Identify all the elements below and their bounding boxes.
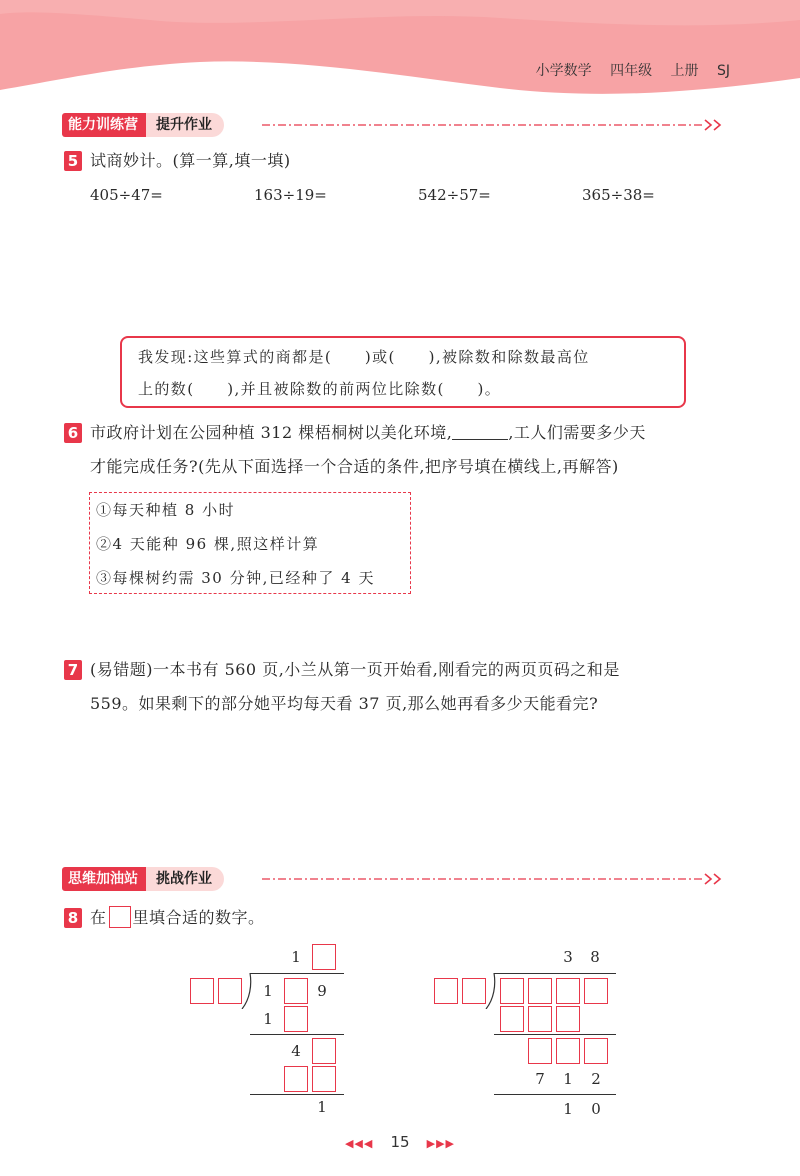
footer-left-arrows: ◀◀◀ bbox=[344, 1137, 374, 1150]
d2-row3-digit-1: 7 bbox=[535, 1070, 545, 1088]
d2-remainder-digit-1: 1 bbox=[563, 1100, 573, 1118]
q6-conditions-box bbox=[89, 492, 411, 594]
d2-line-2 bbox=[494, 1094, 616, 1095]
question-5-text: 试商妙计。(算一算,填一填) bbox=[90, 151, 291, 170]
d2-product-box-1[interactable] bbox=[500, 1006, 524, 1032]
question-6-line-1 bbox=[90, 417, 646, 449]
d1-division-bar bbox=[250, 973, 344, 974]
section-dash-line bbox=[262, 873, 724, 885]
d1-row2-digit: 4 bbox=[291, 1042, 301, 1060]
d1-division-bracket bbox=[240, 973, 254, 1009]
section-dash-line bbox=[262, 119, 724, 131]
question-6-line-2: 才能完成任务?(先从下面选择一个合适的条件,把序号填在横线上,再解答) bbox=[90, 457, 619, 476]
d1-row3-box-2[interactable] bbox=[312, 1066, 336, 1092]
d1-quotient-box[interactable] bbox=[312, 944, 336, 970]
section-tag-sub: 挑战作业 bbox=[142, 867, 224, 891]
d2-remainder-digit-2: 0 bbox=[591, 1100, 601, 1118]
question-7-line-2: 559。如果剩下的部分她平均每天看 37 页,那么她再看多少天能看完? bbox=[90, 694, 599, 713]
q6-text-part-1: 市政府计划在公园种植 312 棵梧桐树以美化环境, bbox=[90, 423, 453, 442]
section-tag-main: 思维加油站 bbox=[62, 867, 146, 891]
question-number-7: 7 bbox=[64, 660, 82, 680]
d2-quotient-digit-1: 3 bbox=[563, 948, 573, 966]
d1-line-1 bbox=[250, 1034, 344, 1035]
d1-dividend-digit-3: 9 bbox=[317, 982, 327, 1000]
d1-dividend-digit-1: 1 bbox=[263, 982, 273, 1000]
d2-line-1 bbox=[494, 1034, 616, 1035]
d1-row3-box-1[interactable] bbox=[284, 1066, 308, 1092]
d2-row3-digit-3: 2 bbox=[591, 1070, 601, 1088]
d1-quotient-digit: 1 bbox=[291, 948, 301, 966]
page-number: 15 bbox=[390, 1133, 410, 1151]
q5-expression-4: 365÷38= bbox=[582, 186, 655, 204]
header-grade: 四年级 bbox=[610, 63, 653, 79]
q5-discovery-line-1: 我发现:这些算式的商都是( )或( ),被除数和除数最高位 bbox=[138, 348, 590, 366]
d2-row2-box-3[interactable] bbox=[584, 1038, 608, 1064]
q5-discovery-box bbox=[120, 336, 686, 408]
d1-product-box[interactable] bbox=[284, 1006, 308, 1032]
q5-expression-1: 405÷47= bbox=[90, 186, 163, 204]
section-header-thinking bbox=[62, 866, 224, 892]
d2-division-bracket bbox=[484, 973, 498, 1009]
d1-row2-box[interactable] bbox=[312, 1038, 336, 1064]
q5-discovery-line-2: 上的数( ),并且被除数的前两位比除数( )。 bbox=[138, 380, 502, 398]
d2-row2-box-2[interactable] bbox=[556, 1038, 580, 1064]
q5-expression-3: 542÷57= bbox=[418, 186, 491, 204]
d1-dividend-box[interactable] bbox=[284, 978, 308, 1004]
d2-product-box-2[interactable] bbox=[528, 1006, 552, 1032]
question-number-6: 6 bbox=[64, 423, 82, 443]
d1-divisor-box-1[interactable] bbox=[190, 978, 214, 1004]
q6-text-part-2: ,工人们需要多少天 bbox=[508, 423, 646, 442]
d2-dividend-box-2[interactable] bbox=[528, 978, 552, 1004]
d1-line-2 bbox=[250, 1094, 344, 1095]
d2-divisor-box-2[interactable] bbox=[462, 978, 486, 1004]
page-footer bbox=[0, 1132, 800, 1151]
q6-condition-2: ②4 天能种 96 棵,照这样计算 bbox=[96, 535, 320, 553]
header-subject: 小学数学 bbox=[535, 63, 592, 79]
header-book-info bbox=[522, 60, 730, 80]
question-number-5: 5 bbox=[64, 151, 82, 171]
question-8-text bbox=[90, 902, 265, 934]
d2-dividend-box-4[interactable] bbox=[584, 978, 608, 1004]
d2-row2-box-1[interactable] bbox=[528, 1038, 552, 1064]
d1-product-digit: 1 bbox=[263, 1010, 273, 1028]
question-7-line-1: (易错题)一本书有 560 页,小兰从第一页开始看,刚看完的两页页码之和是 bbox=[90, 660, 620, 679]
q8-text-part-2: 里填合适的数字。 bbox=[132, 908, 265, 927]
section-tag-sub: 提升作业 bbox=[142, 113, 224, 137]
q6-answer-blank[interactable] bbox=[452, 423, 508, 440]
section-tag-main: 能力训练营 bbox=[62, 113, 146, 137]
header-volume: 上册 bbox=[670, 63, 699, 79]
d2-divisor-box-1[interactable] bbox=[434, 978, 458, 1004]
q6-condition-1: ①每天种植 8 小时 bbox=[96, 501, 236, 519]
header-wave-decoration bbox=[0, 0, 800, 110]
d2-product-box-3[interactable] bbox=[556, 1006, 580, 1032]
d2-division-bar bbox=[494, 973, 616, 974]
d2-quotient-digit-2: 8 bbox=[590, 948, 600, 966]
d2-dividend-box-3[interactable] bbox=[556, 978, 580, 1004]
d2-row3-digit-2: 1 bbox=[563, 1070, 573, 1088]
q8-example-box bbox=[109, 906, 131, 928]
d1-divisor-box-2[interactable] bbox=[218, 978, 242, 1004]
footer-right-arrows: ▶▶▶ bbox=[426, 1137, 456, 1150]
section-header-ability bbox=[62, 112, 224, 138]
header-edition: SJ bbox=[716, 63, 730, 79]
question-number-8: 8 bbox=[64, 908, 82, 928]
d1-remainder: 1 bbox=[317, 1098, 327, 1116]
q5-expression-2: 163÷19= bbox=[254, 186, 327, 204]
q8-text-part-1: 在 bbox=[90, 908, 107, 927]
d2-dividend-box-1[interactable] bbox=[500, 978, 524, 1004]
q6-condition-3: ③每棵树约需 30 分钟,已经种了 4 天 bbox=[96, 569, 375, 587]
